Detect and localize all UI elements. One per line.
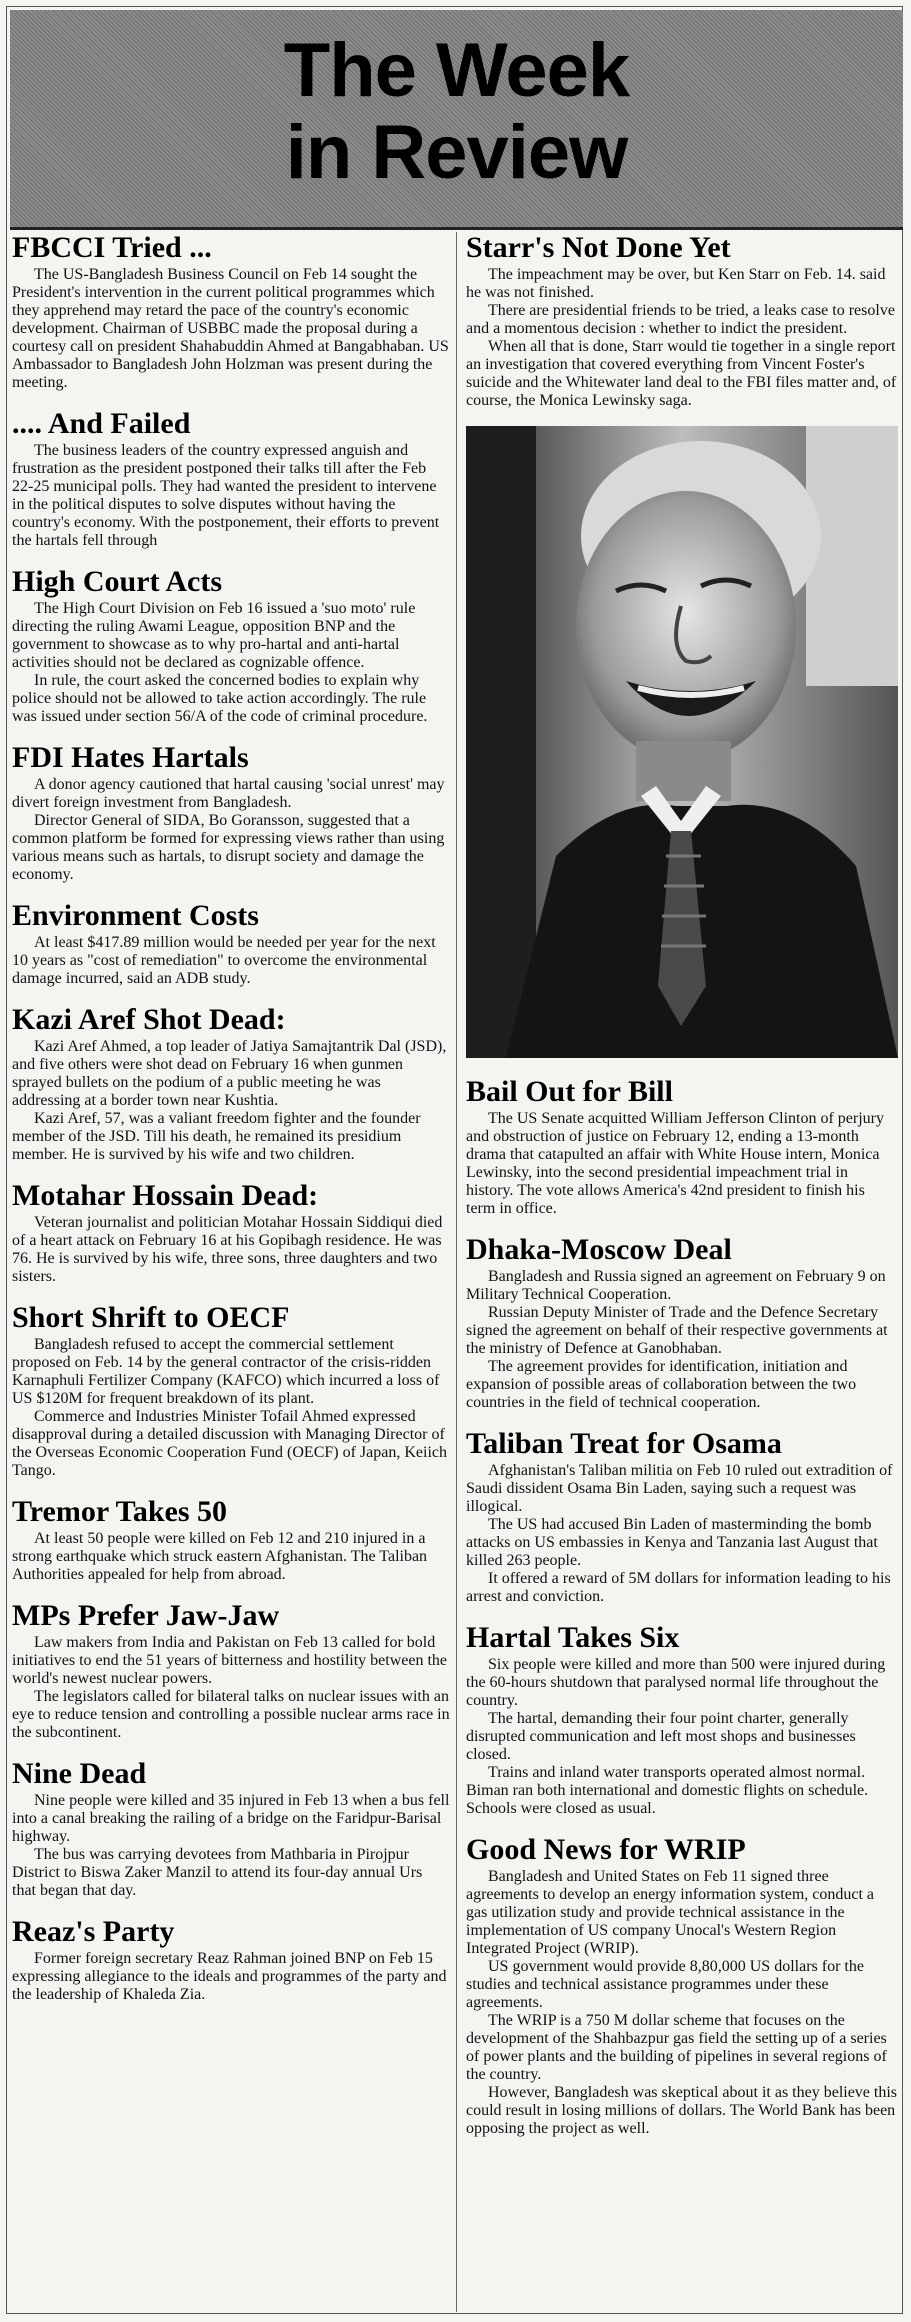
story-headline: Motahar Hossain Dead: [12,1179,319,1212]
right-column-bottom-stories [466,1076,898,2138]
news-story [12,408,450,550]
story-paragraph: Kazi Aref, 57, was a valiant freedom fighter and the founder member of the JSD. Till his death, he remained its presidium member. He is survived by his wife and two children. [12,1110,421,1163]
story-headline: Environment Costs [12,899,259,932]
story-paragraph: Nine people were killed and 35 injured in Feb 13 when a bus fell into a canal breaking the railing of a bridge on the Faridpur-Barisal highway. [12,1792,450,1845]
story-paragraph: The US Senate acquitted William Jefferson Clinton of perjury and obstruction of justice on February 12, ending a 13-month drama that catapulted an affair with White House intern, Monica Lewinsky, into the second presidential impeachment trial in history. The vote allows America's 42nd president to finish his term in office. [466,1110,885,1217]
story-headline: MPs Prefer Jaw-Jaw [12,1599,280,1632]
news-story [466,1622,898,1818]
story-headline: Tremor Takes 50 [12,1495,228,1528]
story-headline: .... And Failed [12,407,191,440]
masthead-line-2: in Review [285,110,628,195]
story-paragraph: The business leaders of the country expressed anguish and frustration as the president postponed their talks till after the Feb 22-25 municipal polls. They had wanted the president to intervene in the political disputes to solve disputes without having the country's economy. With the postponement, their efforts to prevent the hartals fell through [12,442,440,549]
story-paragraph: The US-Bangladesh Business Council on Feb 14 sought the President's intervention in the current political programmes which they apprehend may retard the pace of the country's economic development. Chairman of USBBC made the proposal during a courtesy call on president Shahabuddin Ahmed at Bangabhaban. US Ambassador to Bangladesh John Holzman was present during the meeting. [12,266,449,391]
news-photo [466,426,898,1058]
story-paragraph: In rule, the court asked the concerned bodies to explain why police should not be allowed to take action accordingly. The rule was issued under section 56/A of the code of criminal procedure. [12,672,428,725]
news-story [12,1496,450,1584]
story-paragraph: US government would provide 8,80,000 US dollars for the studies and technical assistance programmes under these agreements. [466,1958,864,2011]
story-paragraph: When all that is done, Starr would tie together in a single report an investigation that covered everything from Vincent Foster's suicide and the Whitewater land deal to the FBI files matter and, of course, the Monica Lewinsky saga. [466,338,897,409]
story-headline: FBCCI Tried ... [12,232,212,264]
story-paragraph: The legislators called for bilateral talks on nuclear issues with an eye to reduce tension and controlling a possible nuclear arms race in the subcontinent. [12,1688,450,1741]
story-paragraph: At least 50 people were killed on Feb 12 and 210 injured in a strong earthquake which struck eastern Afghanistan. The Taliban Authorities appealed for help from abroad. [12,1530,428,1583]
left-column [12,232,450,2314]
story-headline: Good News for WRIP [466,1833,746,1866]
right-column [466,232,898,2314]
story-paragraph: Director General of SIDA, Bo Goransson, suggested that a common platform be formed for expressing views rather than using various means such as hartals, to disrupt society and damage the economy. [12,812,445,883]
masthead [10,10,903,230]
story-headline: Starr's Not Done Yet [466,232,731,264]
news-story [466,1234,898,1412]
story-headline: Reaz's Party [12,1915,175,1948]
story-paragraph: Commerce and Industries Minister Tofail Ahmed expressed disapproval during a detailed discussion with Managing Director of the Overseas Economic Cooperation Fund (OECF) of Japan, Keiich Tango. [12,1408,448,1479]
story-paragraph: Veteran journalist and politician Motahar Hossain Siddiqui died of a heart attack on February 16 at his Gopibagh residence. He was 76. He is survived by his wife, three sons, three daughters and two sisters. [12,1214,443,1285]
news-story [12,232,450,392]
story-paragraph: The agreement provides for identification, initiation and expansion of possible areas of collaboration between the two countries in the field of technical cooperation. [466,1358,857,1411]
news-story [12,1302,450,1480]
story-headline: Kazi Aref Shot Dead: [12,1003,286,1036]
masthead-title [10,30,903,194]
story-paragraph: A donor agency cautioned that hartal causing 'social unrest' may divert foreign investment from Bangladesh. [12,776,445,811]
story-paragraph: It offered a reward of 5M dollars for information leading to his arrest and conviction. [466,1570,891,1605]
story-paragraph: The impeachment may be over, but Ken Starr on Feb. 14. said he was not finished. [466,266,886,301]
story-paragraph: There are presidential friends to be tried, a leaks case to resolve and a momentous decision : whether to indict the president. [466,302,895,337]
story-paragraph: At least $417.89 million would be needed per year for the next 10 years as "cost of remediation" to overcome the environmental damage incurred, said an ADB study. [12,934,436,987]
story-paragraph: The WRIP is a 750 M dollar scheme that focuses on the development of the Shahbazpur gas field the setting up of a series of power plants and the building of pipelines in several regions of the country. [466,2012,887,2083]
story-headline: Taliban Treat for Osama [466,1427,782,1460]
story-paragraph: Russian Deputy Minister of Trade and the Defence Secretary signed the agreement on behalf of their respective governments at the ministry of Defence at Ganobhaban. [466,1304,888,1357]
news-story [466,232,898,410]
news-story [12,1004,450,1164]
news-story [12,1180,450,1286]
news-story [12,1758,450,1900]
story-headline: Short Shrift to OECF [12,1301,290,1334]
masthead-line-1: The Week [283,28,630,113]
news-story [12,1600,450,1742]
story-paragraph: Bangladesh refused to accept the commercial settlement proposed on Feb. 14 by the general contractor of the crisis-ridden Karnaphuli Fertilizer Company (KAFCO) which incurred a loss of US $120M for frequent breakdown of its plant. [12,1336,440,1407]
story-paragraph: Bangladesh and Russia signed an agreement on February 9 on Military Technical Cooperation. [466,1268,886,1303]
news-story [12,566,450,726]
story-headline: Nine Dead [12,1757,147,1790]
story-paragraph: The hartal, demanding their four point charter, generally disrupted communication and left most shops and businesses closed. [466,1710,856,1763]
story-paragraph: The bus was carrying devotees from Mathbaria in Pirojpur District to Biswa Zaker Manzil to attend its four-day annual Urs that began that day. [12,1846,423,1899]
story-paragraph: Kazi Aref Ahmed, a top leader of Jatiya Samajtantrik Dal (JSD), and five others were shot dead on February 16 when gunmen sprayed bullets on the podium of a public meeting he was addressing at a border town near Kushtia. [12,1038,447,1109]
story-paragraph: Former foreign secretary Reaz Rahman joined BNP on Feb 15 expressing allegiance to the ideals and programmes of the party and the leadership of Khaleda Zia. [12,1950,447,2003]
story-paragraph: The High Court Division on Feb 16 issued a 'suo moto' rule directing the ruling Awami League, opposition BNP and the government to showcase as to why pro-hartal and anti-hartal activities should not be declared as cognizable offence. [12,600,416,671]
story-paragraph: Law makers from India and Pakistan on Feb 13 called for bold initiatives to end the 51 years of bitterness and hostility between the world's newest nuclear powers. [12,1634,448,1687]
story-headline: Bail Out for Bill [466,1075,673,1108]
right-column-top-stories [466,232,898,410]
news-story [466,1076,898,1218]
story-paragraph: Trains and inland water transports operated almost normal. Biman ran both international and domestic flights on schedule. Schools were closed as usual. [466,1764,869,1817]
column-divider [456,232,457,2312]
story-paragraph: Six people were killed and more than 500 were injured during the 60-hours shutdown that paralysed normal life throughout the country. [466,1656,886,1709]
news-story [466,1834,898,2138]
news-story [12,742,450,884]
story-headline: Dhaka-Moscow Deal [466,1233,732,1266]
story-headline: High Court Acts [12,565,222,598]
story-paragraph: Bangladesh and United States on Feb 11 signed three agreements to develop an energy information system, conduct a gas utilization study and provide technical assistance in the implementation of US company Unocal's Western Region Integrated Project (WRIP). [466,1868,875,1957]
news-story [12,1916,450,2004]
news-story [466,1428,898,1606]
story-paragraph: Afghanistan's Taliban militia on Feb 10 ruled out extradition of Saudi dissident Osama Bin Laden, saying such a request was illogical. [466,1462,893,1515]
news-story [12,900,450,988]
story-headline: Hartal Takes Six [466,1621,680,1654]
story-paragraph: The US had accused Bin Laden of masterminding the bomb attacks on US embassies in Kenya and Tanzania last August that killed 263 people. [466,1516,878,1569]
laughing-man-photo-illustration [466,426,898,1058]
story-headline: FDI Hates Hartals [12,741,249,774]
story-paragraph: However, Bangladesh was skeptical about it as they believe this could result in losing millions of dollars. The World Bank has been opposing the project as well. [466,2084,898,2137]
